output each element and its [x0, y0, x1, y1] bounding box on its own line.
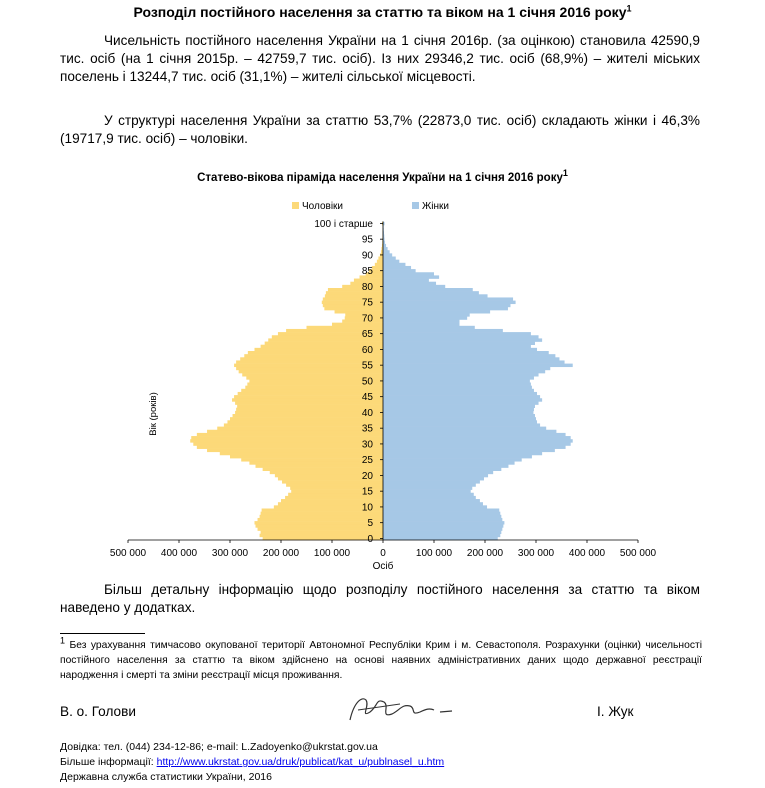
bar-women [383, 253, 392, 256]
bar-men [235, 411, 383, 414]
bar-women [383, 461, 515, 464]
x-tick-label: 500 000 [109, 548, 147, 559]
bar-women [383, 414, 535, 417]
bar-women [383, 521, 504, 524]
bar-women [383, 398, 542, 401]
bar-women [383, 408, 534, 411]
bar-women [383, 401, 539, 404]
bar-women [383, 301, 516, 304]
bar-men [227, 420, 383, 423]
bar-women [383, 360, 565, 363]
bar-women [383, 477, 484, 480]
bar-women [383, 379, 530, 382]
bar-women [383, 364, 573, 367]
x-tick-label: 100 000 [313, 548, 351, 559]
bar-men [230, 455, 383, 458]
bar-women [383, 320, 460, 323]
bar-women [383, 524, 503, 527]
bar-women [383, 348, 537, 351]
bar-women [383, 370, 545, 373]
page-title: Розподіл постійного населення за статтю та віком на 1 січня 2016 року$^1$ [133, 3, 632, 20]
bar-women [383, 329, 503, 332]
legend-label-men: Чоловіки [302, 201, 344, 212]
bar-women [383, 288, 473, 291]
bar-women [383, 266, 411, 269]
bar-men [235, 401, 383, 404]
bar-men [326, 291, 383, 294]
bar-women [383, 512, 500, 515]
bar-women [383, 518, 502, 521]
bar-women [383, 342, 535, 345]
bar-women [383, 411, 533, 414]
signer-name: І. Жук [597, 704, 634, 719]
x-axis-label: Осіб [372, 561, 394, 572]
bar-women [383, 332, 531, 335]
bar-women [383, 345, 531, 348]
bar-women [383, 515, 501, 518]
bar-women [383, 502, 483, 505]
bar-women [383, 269, 416, 272]
bar-women [383, 323, 460, 326]
bar-women [383, 313, 470, 316]
bar-women [383, 389, 534, 392]
bar-women [383, 376, 534, 379]
bar-women [383, 310, 490, 313]
bar-men [260, 515, 383, 518]
bar-women [383, 297, 513, 300]
bar-men [234, 395, 383, 398]
bar-women [383, 509, 499, 512]
bar-women [383, 527, 502, 530]
chart-title: Статево-вікова піраміда населення України на 1 січня 2016 року$^1$ [197, 168, 568, 184]
bar-men [220, 452, 383, 455]
bar-women [383, 354, 555, 357]
bar-men [256, 524, 384, 527]
legend-label-women: Жінки [422, 201, 449, 212]
bar-men [207, 430, 383, 433]
x-tick-label: 0 [380, 548, 386, 559]
contact-phone: Довідка: тел. (044) 234-12-86; e-mail: L.Zadoyenko@ukrstat.gov.ua [60, 741, 378, 753]
bar-women [383, 490, 471, 493]
bar-men [260, 534, 383, 537]
bar-men [332, 323, 383, 326]
bar-women [383, 455, 532, 458]
y-tick-label: 95 [361, 234, 373, 246]
bar-women [383, 247, 388, 250]
bar-men [372, 266, 383, 269]
y-tick-label: 10 [361, 502, 373, 514]
bar-women [383, 386, 532, 389]
bar-men [323, 304, 383, 307]
bar-women [383, 275, 439, 278]
bar-women [383, 446, 566, 449]
signer-title: В. о. Голови [60, 704, 136, 719]
more-info-paragraph: Більш детальну інформацію щодо розподілу постійного населення за статтю та віком наведено у додатках. [60, 582, 700, 615]
bar-women [383, 471, 493, 474]
y-tick-label: 45 [361, 392, 373, 404]
bar-women [383, 285, 445, 288]
bar-men [232, 398, 383, 401]
bar-women [383, 483, 476, 486]
bar-women [383, 291, 479, 294]
bar-women [383, 417, 536, 420]
bar-women [383, 307, 508, 310]
bar-women [383, 464, 508, 467]
y-tick-label: 15 [361, 486, 373, 498]
x-tick-label: 500 000 [619, 548, 657, 559]
bar-men [322, 301, 383, 304]
bar-women [383, 250, 390, 253]
contact-more: Більше інформації: http://www.ukrstat.gov.ua/druk/publicat/kat_u/publnasel_u.htm [60, 756, 445, 768]
bar-women [383, 395, 540, 398]
bar-women [383, 531, 501, 534]
y-tick-label: 50 [361, 376, 373, 388]
bar-women [383, 244, 386, 247]
y-axis-label: Вік (років) [148, 392, 159, 436]
bar-men [197, 433, 383, 436]
x-tick-label: 200 000 [262, 548, 300, 559]
bar-men [217, 427, 383, 430]
y-tick-label: 70 [361, 313, 373, 325]
bar-men [254, 521, 383, 524]
bar-women [383, 420, 537, 423]
bar-men [324, 307, 383, 310]
bar-women [383, 493, 474, 496]
bar-women [383, 439, 573, 442]
y-tick-label: 60 [361, 344, 373, 356]
x-tick-label: 300 000 [211, 548, 249, 559]
bar-men [258, 518, 383, 521]
y-tick-label: 100 і старше [314, 218, 373, 230]
y-tick-label: 85 [361, 266, 373, 278]
bar-women [383, 480, 480, 483]
bar-women [383, 423, 540, 426]
x-tick-label: 200 000 [466, 548, 504, 559]
bar-men [377, 260, 383, 263]
bar-men [191, 436, 383, 439]
bar-women [383, 351, 549, 354]
bar-women [383, 257, 396, 260]
paragraph-gender: У структурі населення України за статтю 53,7% (22873,0 тис. осіб) складають жінки і 46,3% (19717,9 тис. осіб) – чоловіки. [60, 113, 700, 146]
y-tick-label: 65 [361, 329, 373, 341]
x-tick-label: 100 000 [415, 548, 453, 559]
bar-women [383, 433, 566, 436]
bar-women [383, 294, 488, 297]
bar-women [383, 442, 571, 445]
footnote-divider [60, 633, 145, 634]
bar-women [383, 282, 436, 285]
y-tick-label: 55 [361, 360, 373, 372]
y-tick-label: 40 [361, 407, 373, 419]
bar-men [197, 446, 383, 449]
bar-women [383, 468, 501, 471]
bar-men [378, 257, 383, 260]
bar-women [383, 272, 434, 275]
more-info-link[interactable]: http://www.ukrstat.gov.ua/druk/publicat/kat_u/publnasel_u.htm [156, 756, 445, 768]
y-tick-label: 30 [361, 439, 373, 451]
bar-men [233, 414, 383, 417]
y-tick-label: 75 [361, 297, 373, 309]
y-tick-label: 25 [361, 455, 373, 467]
bar-women [383, 367, 550, 370]
contact-org: Державна служба статистики України, 2016 [60, 771, 272, 783]
bar-women [383, 357, 559, 360]
bar-men [325, 294, 383, 297]
bar-women [383, 499, 480, 502]
paragraph-population: Чисельність постійного населення України на 1 січня 2016р. (за оцінкою) становила 42590,9 тис. осіб (на 1 січня 2015р. – 42759,7 тис. осіб). Із них 29346,2 тис. осіб (68,9%) – жителі міських поселень і 13244,7 тис. осіб (31,1%) – жителі сільської місцевості. [60, 33, 700, 84]
bar-women [383, 335, 539, 338]
bar-men [258, 527, 383, 530]
bar-women [383, 316, 467, 319]
bar-women [383, 496, 476, 499]
x-tick-label: 400 000 [568, 548, 606, 559]
bar-men [335, 310, 383, 313]
y-tick-label: 5 [367, 518, 373, 530]
bar-women [383, 405, 535, 408]
bar-women [383, 427, 546, 430]
bar-women [383, 373, 539, 376]
bar-women [383, 436, 571, 439]
footnote: $^1$ Без урахування тимчасово окупованої території Автономної Республіки Крим і м. Севастополя. Розрахунки (оцінки) чисельності постійного населення за статтю та віком здійснено на основі наявних адміністративних даних щодо державної реєстрації народження і смерті та зміни реєстрації місця проживання. [60, 635, 702, 681]
bar-women [383, 430, 556, 433]
y-tick-label: 0 [367, 533, 373, 545]
y-tick-label: 35 [361, 423, 373, 435]
bar-women [383, 392, 537, 395]
y-tick-label: 90 [361, 250, 373, 262]
bar-women [383, 304, 511, 307]
bar-men [234, 364, 383, 367]
bar-women [383, 474, 488, 477]
y-tick-label: 20 [361, 470, 373, 482]
bar-women [383, 534, 500, 537]
bar-men [224, 423, 383, 426]
bar-men [193, 442, 383, 445]
bar-men [207, 449, 383, 452]
legend-swatch-men [292, 202, 299, 209]
bar-women [383, 338, 542, 341]
bar-men [323, 297, 383, 300]
x-tick-label: 300 000 [517, 548, 555, 559]
bar-women [383, 458, 522, 461]
bar-women [383, 505, 487, 508]
bar-women [383, 260, 399, 263]
bar-men [190, 439, 383, 442]
bar-women [383, 449, 555, 452]
bar-women [383, 486, 472, 489]
legend-swatch-women [412, 202, 419, 209]
bar-women [383, 279, 429, 282]
bar-women [383, 383, 531, 386]
handwritten-signature [340, 692, 460, 728]
bar-women [383, 263, 405, 266]
x-tick-label: 400 000 [160, 548, 198, 559]
y-tick-label: 80 [361, 281, 373, 293]
bar-women [383, 452, 542, 455]
bar-men [230, 417, 383, 420]
bar-men [375, 263, 383, 266]
bar-men [328, 288, 383, 291]
bar-men [261, 531, 383, 534]
bar-women [383, 326, 475, 329]
